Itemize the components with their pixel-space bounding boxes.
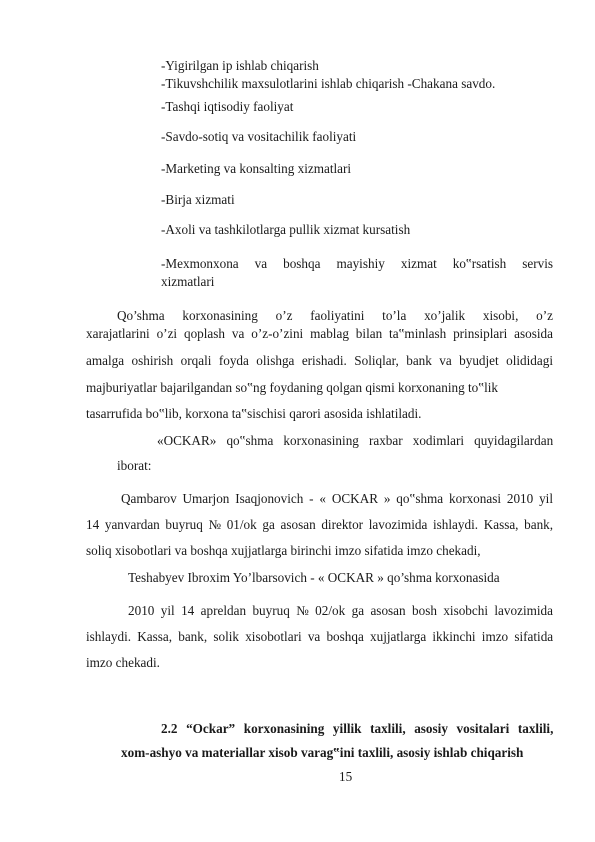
list-item: -Yigirilgan ip ishlab chiqarish <box>161 58 319 73</box>
paragraph-line: ishlaydi. Kassa, bank, solik xisobotlari va boshqa xujjatlarga ikkinchi imzo sifatida <box>86 629 554 644</box>
paragraph-line: imzo chekadi. <box>86 655 160 670</box>
paragraph-line: iborat: <box>117 458 152 473</box>
list-item: -Birja xizmati <box>161 192 235 207</box>
paragraph-line: «OCKAR» qo‟shma korxonasining raxbar xodimlari quyidagilardan <box>157 433 554 448</box>
list-item: -Mexmonxona va boshqa mayishiy xizmat ko‟rsatish servis <box>161 256 553 271</box>
paragraph-line: majburiyatlar bajarilgandan so‟ng foydaning qolgan qismi korxonaning to‟lik <box>86 380 499 395</box>
list-item: -Tashqi iqtisodiy faoliyat <box>161 99 294 114</box>
paragraph-line: Qo’shma korxonasining o’z faoliyatini to’la xo’jalik xisobi, o’z <box>117 308 553 323</box>
list-item: -Marketing va konsalting xizmatlari <box>161 161 352 176</box>
section-heading: xom-ashyo va materiallar xisob varag‟ini taxlili, asosiy ishlab chiqarish <box>121 745 524 760</box>
paragraph-line: xarajatlarini o’zi qoplash va o’z-o’zini mablag bilan ta‟minlash prinsiplari asosida <box>86 326 553 341</box>
section-heading: 2.2 “Ockar” korxonasining yillik taxlili, asosiy vositalari taxlili, <box>161 721 554 736</box>
page-number: 15 <box>339 769 353 784</box>
list-item: -Axoli va tashkilotlarga pullik xizmat kursatish <box>161 222 411 237</box>
paragraph-line: soliq xisobotlari va boshqa xujjatlarga birinchi imzo sifatida imzo chekadi, <box>86 543 481 558</box>
list-item: xizmatlari <box>161 274 215 289</box>
paragraph-line: Teshabyev Ibroxim Yo’lbarsovich - « OCKAR » qo’shma korxonasida <box>128 570 500 585</box>
list-item: -Savdo-sotiq va vositachilik faoliyati <box>161 129 357 144</box>
paragraph-line: amalga oshirish orqali foyda olishga erishadi. Soliqlar, bank va byudjet olididagi <box>86 353 553 368</box>
list-item: -Tikuvshchilik maxsulotlarini ishlab chiqarish -Chakana savdo. <box>161 76 496 91</box>
paragraph-line: 2010 yil 14 apreldan buyruq № 02/ok ga asosan bosh xisobchi lavozimida <box>128 603 553 618</box>
paragraph-line: 14 yanvardan buyruq № 01/ok ga asosan direktor lavozimida ishlaydi. Kassa, bank, <box>86 517 554 532</box>
paragraph-line: Qambarov Umarjon Isaqjonovich - « OCKAR » qo‟shma korxonasi 2010 yil <box>121 491 553 506</box>
paragraph-line: tasarrufida bo‟lib, korxona ta‟sischisi qarori asosida ishlatiladi. <box>86 406 422 421</box>
